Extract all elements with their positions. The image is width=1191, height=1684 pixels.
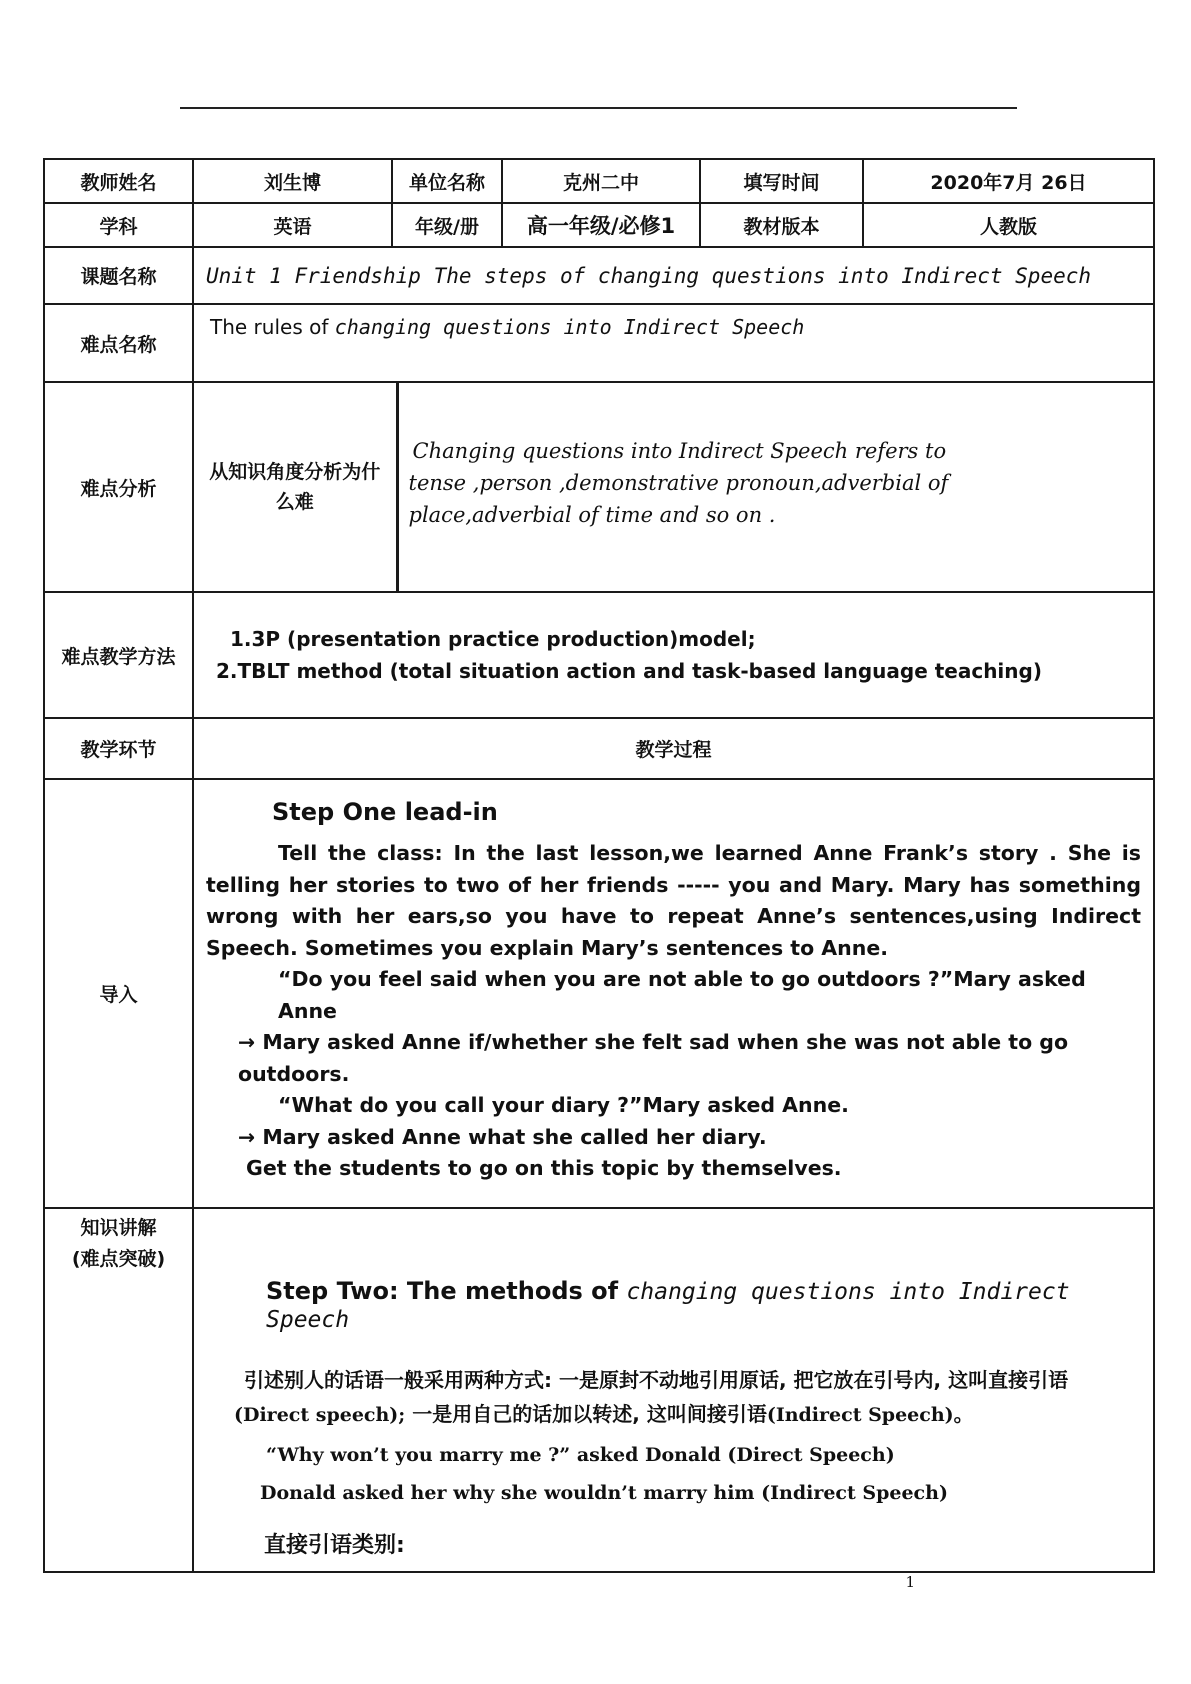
topic-row xyxy=(44,247,1154,304)
knowledge-step-prefix: Step Two: The methods of xyxy=(266,1276,627,1305)
methods-content xyxy=(193,592,1154,718)
methods-line-2: 2.TBLT method (total situation action and task-based language teaching) xyxy=(216,659,1042,683)
leadin-step-title: Step One lead-in xyxy=(272,798,498,826)
direct-speech-category: 直接引语类别: xyxy=(264,1532,405,1558)
example-direct: “Why won’t you marry me ?” asked Donald (Direct Speech) xyxy=(266,1443,895,1466)
analysis-line-1: Changing questions into Indirect Speech refers to xyxy=(412,439,947,463)
leadin-question-1: “Do you feel said when you are not able to go outdoors ?”Mary asked Anne xyxy=(278,967,1086,1023)
leadin-row xyxy=(44,779,1154,1208)
difficulty-italic: changing questions into Indirect Speech xyxy=(334,315,805,339)
difficulty-value xyxy=(193,304,1154,382)
leadin-label: 导入 xyxy=(44,779,193,1208)
analysis-row xyxy=(44,382,1154,592)
methods-line-1: 1.3P (presentation practice production)model; xyxy=(230,627,756,651)
explanation-part-2: 一是用自己的话加以转述, 这叫间接引语 xyxy=(405,1401,767,1426)
knowledge-explanation xyxy=(206,1363,1141,1432)
analysis-angle xyxy=(194,383,397,591)
analysis-label: 难点分析 xyxy=(44,382,193,592)
leadin-question-2: “What do you call your diary ?”Mary asked Anne. xyxy=(278,1093,849,1117)
analysis-inner-table xyxy=(194,383,1153,591)
analysis-line-2: tense ,person ,demonstrative pronoun,adverbial of xyxy=(408,471,949,495)
explanation-end: 。 xyxy=(953,1401,974,1426)
leadin-answer-1: → Mary asked Anne if/whether she felt sad when she was not able to go outdoors. xyxy=(238,1030,1069,1086)
process-label: 教学环节 xyxy=(44,718,193,779)
leadin-paragraph: Tell the class: In the last lesson,we learned Anne Frank’s story . She is telling her stories to two of her friends ----- you and Mary. Mary has something wrong with her ears,so you have to repeat Anne’s sentences,using Indirect Speech. Sometimes you explain Mary’s sentences to Anne. xyxy=(206,841,1141,960)
process-header-row xyxy=(44,718,1154,779)
teacher-label: 教师姓名 xyxy=(44,159,193,203)
analysis-line-3: place,adverbial of time and so on . xyxy=(408,503,776,527)
info-row-2 xyxy=(44,203,1154,247)
topic-label: 课题名称 xyxy=(44,247,193,304)
knowledge-label-line-2: (难点突破) xyxy=(71,1247,166,1270)
unit-label: 单位名称 xyxy=(392,159,502,203)
grade-value: 高一年级/必修1 xyxy=(502,203,700,247)
difficulty-label: 难点名称 xyxy=(44,304,193,382)
knowledge-step-italic: changing questions into Indirect Speech xyxy=(266,1278,1070,1333)
date-value: 2020年7月 26日 xyxy=(863,159,1154,203)
edition-label: 教材版本 xyxy=(700,203,863,247)
subject-label: 学科 xyxy=(44,203,193,247)
difficulty-row xyxy=(44,304,1154,382)
header-rule xyxy=(180,107,1017,109)
grade-label: 年级/册 xyxy=(392,203,502,247)
example-indirect: Donald asked her why she wouldn’t marry him (Indirect Speech) xyxy=(260,1481,948,1504)
analysis-cell xyxy=(193,382,1154,592)
leadin-answer-2: → Mary asked Anne what she called her diary. xyxy=(238,1124,767,1149)
knowledge-label-line-1: 知识讲解 xyxy=(80,1216,157,1239)
knowledge-step-title xyxy=(266,1277,1141,1333)
page-number: 1 xyxy=(905,1573,915,1591)
knowledge-label xyxy=(44,1208,193,1572)
edition-value: 人教版 xyxy=(863,203,1154,247)
topic-value: Unit 1 Friendship The steps of changing questions into Indirect Speech xyxy=(193,247,1154,304)
leadin-closing: Get the students to go on this topic by themselves. xyxy=(246,1156,842,1180)
methods-row xyxy=(44,592,1154,718)
knowledge-content xyxy=(193,1208,1154,1572)
methods-label: 难点教学方法 xyxy=(44,592,193,718)
unit-value: 克州二中 xyxy=(502,159,700,203)
subject-value: 英语 xyxy=(193,203,392,247)
date-label: 填写时间 xyxy=(700,159,863,203)
process-title: 教学过程 xyxy=(193,718,1154,779)
analysis-content xyxy=(397,383,1153,591)
difficulty-prefix: The rules of xyxy=(210,315,335,339)
explanation-part-1: 引述别人的话语一般采用两种方式: 一是原封不动地引用原话, 把它放在引号内, 这叫直接引语 xyxy=(244,1367,1069,1392)
explanation-indirect: (Indirect Speech) xyxy=(766,1403,954,1426)
analysis-angle-text: 从知识角度分析为什么难 xyxy=(209,461,381,513)
info-row-1 xyxy=(44,159,1154,203)
explanation-direct: (Direct speech); xyxy=(234,1403,406,1426)
knowledge-row xyxy=(44,1208,1154,1572)
teacher-value: 刘生博 xyxy=(193,159,392,203)
leadin-content xyxy=(193,779,1154,1208)
lesson-plan-table xyxy=(43,158,1155,1573)
